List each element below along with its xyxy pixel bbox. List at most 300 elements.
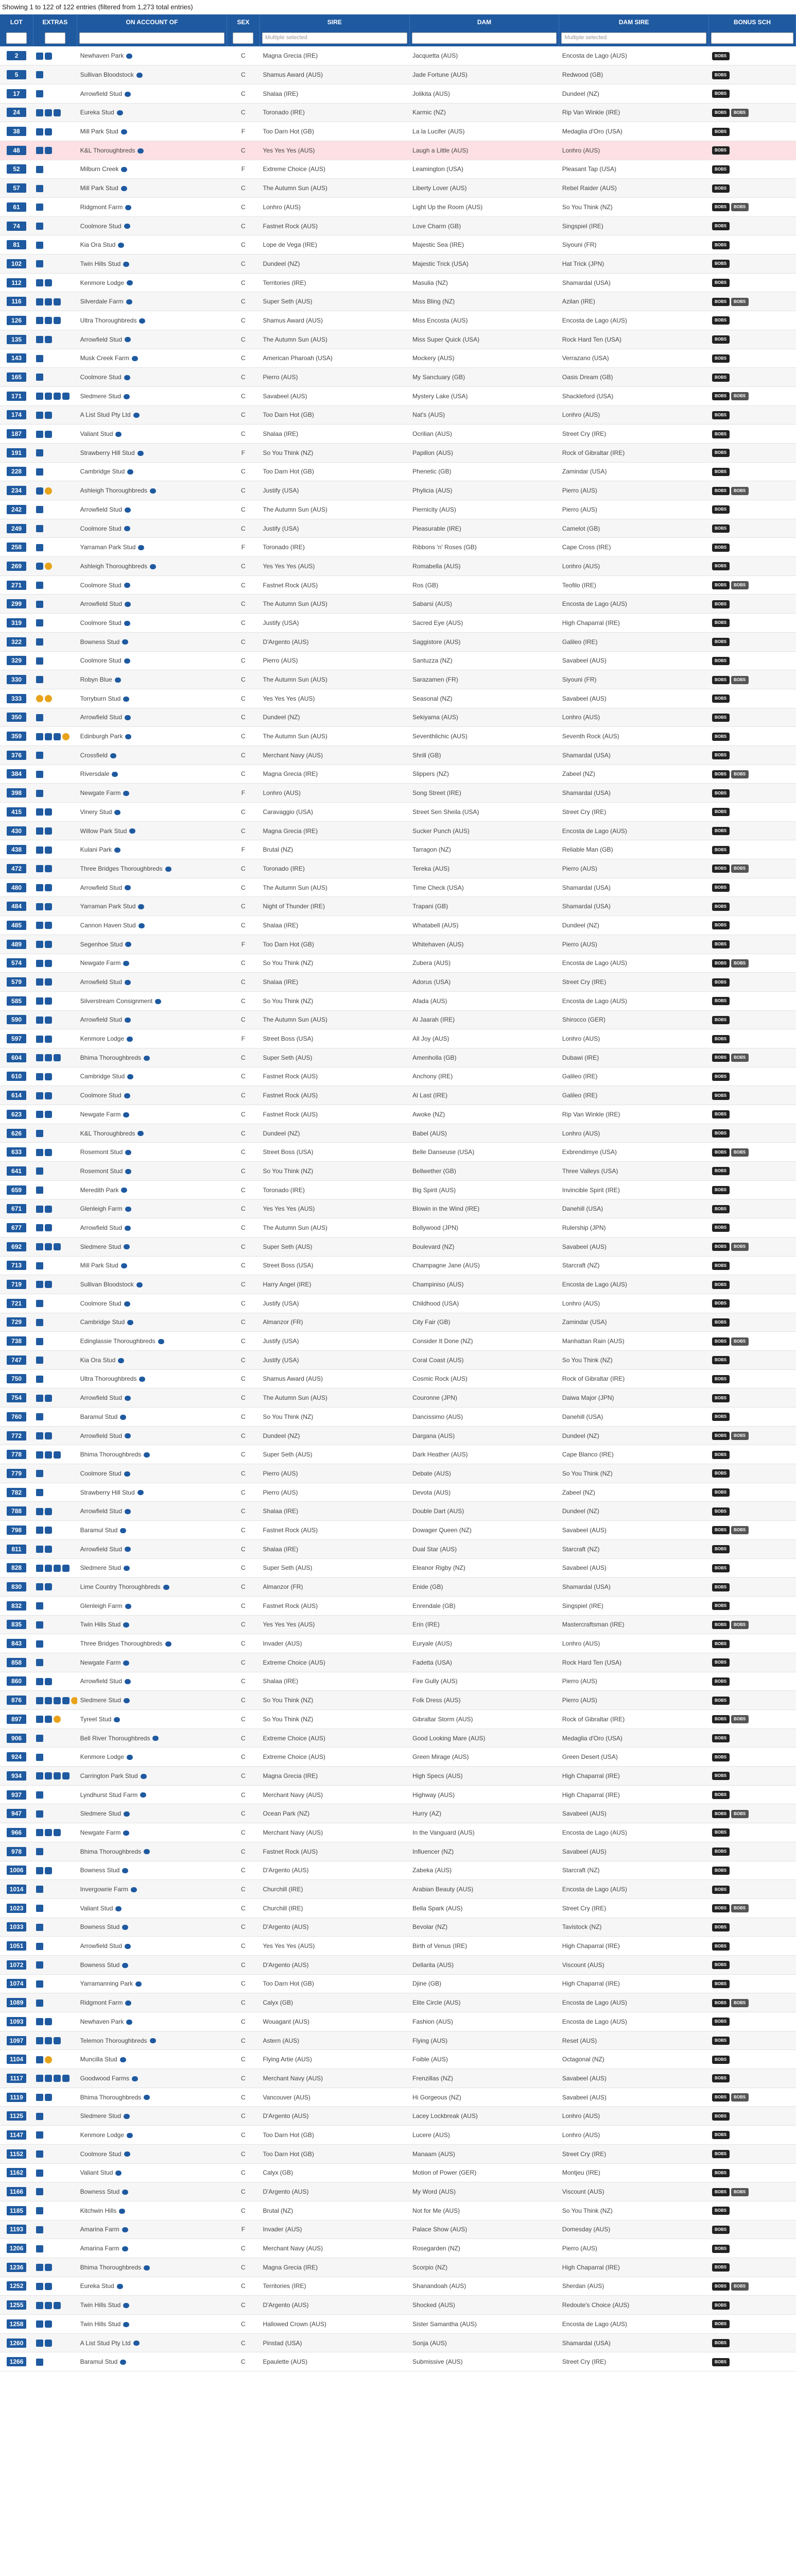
lot-number[interactable]: 760 <box>7 1412 26 1421</box>
chat-bubble-icon[interactable] <box>124 1093 130 1098</box>
table-row[interactable] <box>0 745 796 765</box>
chat-bubble-icon[interactable] <box>124 2114 130 2119</box>
table-row[interactable] <box>0 216 796 235</box>
video-icon[interactable] <box>54 1829 61 1836</box>
lot-number[interactable]: 772 <box>7 1431 26 1440</box>
lot-number[interactable]: 1125 <box>7 2111 26 2121</box>
chat-bubble-icon[interactable] <box>124 583 130 588</box>
table-row[interactable] <box>0 689 796 708</box>
header-dam[interactable]: DAM <box>409 14 559 30</box>
lot-number[interactable]: 597 <box>7 1034 26 1043</box>
document-icon[interactable] <box>36 1451 43 1459</box>
chat-bubble-icon[interactable] <box>150 564 156 569</box>
star-icon[interactable] <box>54 1716 61 1723</box>
table-row[interactable] <box>0 2258 796 2277</box>
chat-bubble-icon[interactable] <box>125 507 131 513</box>
video-icon[interactable] <box>54 1451 61 1459</box>
table-row[interactable] <box>0 1029 796 1048</box>
document-icon[interactable] <box>36 1659 43 1666</box>
lot-number[interactable]: 191 <box>7 448 26 457</box>
table-row[interactable] <box>0 1199 796 1218</box>
chat-bubble-icon[interactable] <box>123 961 129 966</box>
lot-number[interactable]: 480 <box>7 883 26 892</box>
chat-bubble-icon[interactable] <box>125 1547 131 1552</box>
chat-bubble-icon[interactable] <box>121 1188 127 1193</box>
document-icon[interactable] <box>36 90 43 97</box>
document-icon[interactable] <box>36 1073 43 1080</box>
chat-bubble-icon[interactable] <box>125 1169 131 1174</box>
table-row[interactable] <box>0 500 796 519</box>
chat-bubble-icon[interactable] <box>125 885 131 890</box>
chat-bubble-icon[interactable] <box>163 1585 169 1590</box>
lot-number[interactable]: 135 <box>7 335 26 344</box>
table-row[interactable] <box>0 632 796 651</box>
chat-bubble-icon[interactable] <box>144 1452 150 1458</box>
document-icon[interactable] <box>36 506 43 513</box>
video-icon[interactable] <box>45 884 52 891</box>
video-icon[interactable] <box>45 1565 52 1572</box>
lot-number[interactable]: 187 <box>7 429 26 438</box>
chat-bubble-icon[interactable] <box>137 1490 144 1495</box>
lot-number[interactable]: 830 <box>7 1582 26 1591</box>
chat-bubble-icon[interactable] <box>121 129 127 134</box>
document-icon[interactable] <box>36 128 43 135</box>
table-row[interactable] <box>0 2315 796 2334</box>
lot-number[interactable]: 484 <box>7 902 26 911</box>
lot-number[interactable]: 811 <box>7 1545 26 1554</box>
lot-number[interactable]: 1119 <box>7 2093 26 2102</box>
chat-bubble-icon[interactable] <box>144 1849 150 1854</box>
chat-bubble-icon[interactable] <box>123 1622 129 1628</box>
chat-bubble-icon[interactable] <box>125 92 131 97</box>
table-row[interactable] <box>0 1350 796 1369</box>
table-row[interactable] <box>0 198 796 217</box>
table-row[interactable] <box>0 2088 796 2107</box>
table-row[interactable] <box>0 1937 796 1956</box>
chat-bubble-icon[interactable] <box>125 715 131 720</box>
video-icon[interactable] <box>62 1772 70 1780</box>
lot-number[interactable]: 319 <box>7 618 26 628</box>
table-row[interactable] <box>0 1180 796 1199</box>
document-icon[interactable] <box>36 771 43 778</box>
chat-bubble-icon[interactable] <box>125 1944 131 1949</box>
document-icon[interactable] <box>36 1432 43 1439</box>
lot-number[interactable]: 828 <box>7 1563 26 1572</box>
lot-number[interactable]: 610 <box>7 1072 26 1081</box>
lot-number[interactable]: 876 <box>7 1696 26 1705</box>
document-icon[interactable] <box>36 147 43 154</box>
document-icon[interactable] <box>36 1697 43 1704</box>
star-icon[interactable] <box>36 695 43 702</box>
document-icon[interactable] <box>36 582 43 589</box>
table-row[interactable] <box>0 405 796 425</box>
document-icon[interactable] <box>36 2359 43 2366</box>
table-row[interactable] <box>0 1710 796 1729</box>
extras-filter[interactable] <box>45 32 65 44</box>
video-icon[interactable] <box>45 1206 52 1213</box>
chat-bubble-icon[interactable] <box>117 2284 123 2289</box>
table-row[interactable] <box>0 2069 796 2088</box>
lot-number[interactable]: 641 <box>7 1166 26 1176</box>
table-row[interactable] <box>0 1408 796 1427</box>
lot-number[interactable]: 430 <box>7 826 26 836</box>
table-row[interactable] <box>0 727 796 746</box>
video-icon[interactable] <box>45 1432 52 1439</box>
chat-bubble-icon[interactable] <box>137 148 144 154</box>
chat-bubble-icon[interactable] <box>125 942 131 947</box>
table-row[interactable] <box>0 2220 796 2239</box>
lot-number[interactable]: 1014 <box>7 1885 26 1894</box>
document-icon[interactable] <box>36 525 43 532</box>
chat-bubble-icon[interactable] <box>138 545 144 550</box>
table-row[interactable] <box>0 859 796 878</box>
chat-bubble-icon[interactable] <box>124 1566 130 1571</box>
lot-number[interactable]: 438 <box>7 845 26 854</box>
lot-number[interactable]: 937 <box>7 1790 26 1800</box>
document-icon[interactable] <box>36 827 43 835</box>
table-row[interactable] <box>0 330 796 349</box>
lot-number[interactable]: 1206 <box>7 2244 26 2253</box>
chat-bubble-icon[interactable] <box>125 1018 131 1023</box>
lot-number[interactable]: 126 <box>7 316 26 325</box>
document-icon[interactable] <box>36 260 43 267</box>
document-icon[interactable] <box>36 1376 43 1383</box>
document-icon[interactable] <box>36 657 43 665</box>
video-icon[interactable] <box>62 2075 70 2082</box>
document-icon[interactable] <box>36 185 43 192</box>
video-icon[interactable] <box>45 997 52 1005</box>
document-icon[interactable] <box>36 1413 43 1420</box>
video-icon[interactable] <box>45 1697 52 1704</box>
table-row[interactable] <box>0 1388 796 1408</box>
chat-bubble-icon[interactable] <box>115 677 121 683</box>
table-row[interactable] <box>0 1653 796 1672</box>
table-row[interactable] <box>0 1672 796 1691</box>
table-row[interactable] <box>0 1464 796 1483</box>
chat-bubble-icon[interactable] <box>158 1339 164 1344</box>
document-icon[interactable] <box>36 1565 43 1572</box>
lot-number[interactable]: 74 <box>7 222 26 231</box>
chat-bubble-icon[interactable] <box>127 1755 133 1760</box>
document-icon[interactable] <box>36 1980 43 1988</box>
document-icon[interactable] <box>36 790 43 797</box>
document-icon[interactable] <box>36 808 43 816</box>
lot-number[interactable]: 258 <box>7 543 26 552</box>
table-row[interactable] <box>0 1974 796 1993</box>
chat-bubble-icon[interactable] <box>165 1641 171 1647</box>
document-icon[interactable] <box>36 412 43 419</box>
lot-number[interactable]: 384 <box>7 769 26 778</box>
lot-number[interactable]: 713 <box>7 1261 26 1270</box>
table-row[interactable] <box>0 2352 796 2371</box>
lot-number[interactable]: 626 <box>7 1129 26 1138</box>
chat-bubble-icon[interactable] <box>125 1207 131 1212</box>
video-icon[interactable] <box>45 1243 52 1250</box>
document-icon[interactable] <box>36 2302 43 2309</box>
lot-number[interactable]: 228 <box>7 467 26 476</box>
lot-number[interactable]: 415 <box>7 807 26 817</box>
document-icon[interactable] <box>36 1187 43 1194</box>
lot-number[interactable]: 798 <box>7 1526 26 1535</box>
lot-number[interactable]: 2 <box>7 51 26 60</box>
table-row[interactable] <box>0 973 796 992</box>
document-icon[interactable] <box>36 449 43 456</box>
chat-bubble-icon[interactable] <box>137 1131 144 1136</box>
lot-number[interactable]: 978 <box>7 1847 26 1856</box>
chat-bubble-icon[interactable] <box>135 1981 142 1987</box>
video-icon[interactable] <box>45 1016 52 1024</box>
table-row[interactable] <box>0 1955 796 1974</box>
chat-bubble-icon[interactable] <box>125 1396 131 1401</box>
document-icon[interactable] <box>36 1829 43 1836</box>
table-row[interactable] <box>0 1993 796 2012</box>
video-icon[interactable] <box>45 1772 52 1780</box>
lot-number[interactable]: 472 <box>7 864 26 873</box>
table-row[interactable] <box>0 443 796 462</box>
lot-number[interactable]: 359 <box>7 732 26 741</box>
document-icon[interactable] <box>36 601 43 608</box>
table-row[interactable] <box>0 1048 796 1067</box>
video-icon[interactable] <box>45 128 52 135</box>
document-icon[interactable] <box>36 2283 43 2290</box>
lot-number[interactable]: 112 <box>7 278 26 287</box>
document-icon[interactable] <box>36 1905 43 1912</box>
video-icon[interactable] <box>54 393 61 400</box>
document-icon[interactable] <box>36 1300 43 1307</box>
lot-number[interactable]: 174 <box>7 410 26 419</box>
document-icon[interactable] <box>36 960 43 967</box>
lot-number[interactable]: 1072 <box>7 1960 26 1970</box>
table-row[interactable] <box>0 2107 796 2126</box>
lot-number[interactable]: 1162 <box>7 2168 26 2177</box>
table-row[interactable] <box>0 878 796 897</box>
chat-bubble-icon[interactable] <box>132 356 138 361</box>
account-filter[interactable] <box>79 32 224 44</box>
header-sex[interactable]: SEX <box>227 14 259 30</box>
lot-number[interactable]: 234 <box>7 486 26 495</box>
table-row[interactable] <box>0 1842 796 1861</box>
table-row[interactable] <box>0 1691 796 1710</box>
document-icon[interactable] <box>36 242 43 249</box>
table-row[interactable] <box>0 103 796 122</box>
lot-number[interactable]: 1252 <box>7 2281 26 2291</box>
chat-bubble-icon[interactable] <box>165 867 171 872</box>
document-icon[interactable] <box>36 1338 43 1345</box>
video-icon[interactable] <box>45 109 52 116</box>
table-row[interactable] <box>0 2031 796 2050</box>
document-icon[interactable] <box>36 2131 43 2139</box>
chat-bubble-icon[interactable] <box>124 2151 130 2157</box>
chat-bubble-icon[interactable] <box>141 1774 147 1779</box>
lot-number[interactable]: 934 <box>7 1771 26 1781</box>
document-icon[interactable] <box>36 109 43 116</box>
video-icon[interactable] <box>45 1678 52 1685</box>
table-row[interactable] <box>0 2239 796 2258</box>
lot-number[interactable]: 299 <box>7 599 26 608</box>
video-icon[interactable] <box>45 2018 52 2025</box>
document-icon[interactable] <box>36 2188 43 2195</box>
document-icon[interactable] <box>36 714 43 721</box>
video-icon[interactable] <box>45 808 52 816</box>
header-sire[interactable]: SIRE <box>259 14 409 30</box>
chat-bubble-icon[interactable] <box>125 2001 131 2006</box>
table-row[interactable] <box>0 1105 796 1124</box>
chat-bubble-icon[interactable] <box>123 262 129 267</box>
document-icon[interactable] <box>36 1602 43 1609</box>
chat-bubble-icon[interactable] <box>125 1509 131 1514</box>
document-icon[interactable] <box>36 733 43 740</box>
lot-number[interactable]: 330 <box>7 675 26 684</box>
lot-number[interactable]: 489 <box>7 940 26 949</box>
document-icon[interactable] <box>36 1583 43 1590</box>
video-icon[interactable] <box>45 1527 52 1534</box>
document-icon[interactable] <box>36 846 43 854</box>
header-account[interactable]: ON ACCOUNT OF <box>77 14 227 30</box>
chat-bubble-icon[interactable] <box>120 2057 126 2062</box>
lot-number[interactable]: 754 <box>7 1393 26 1402</box>
chat-bubble-icon[interactable] <box>123 791 129 796</box>
table-row[interactable] <box>0 1086 796 1105</box>
chat-bubble-icon[interactable] <box>125 1679 131 1684</box>
lot-number[interactable]: 1006 <box>7 1866 26 1875</box>
video-icon[interactable] <box>45 431 52 438</box>
lot-number[interactable]: 858 <box>7 1658 26 1667</box>
chat-bubble-icon[interactable] <box>144 2095 150 2100</box>
document-icon[interactable] <box>36 1319 43 1326</box>
table-row[interactable] <box>0 1256 796 1275</box>
document-icon[interactable] <box>36 1054 43 1061</box>
table-row[interactable] <box>0 1578 796 1597</box>
document-icon[interactable] <box>36 2150 43 2158</box>
video-icon[interactable] <box>45 317 52 324</box>
table-row[interactable] <box>0 1880 796 1899</box>
chat-bubble-icon[interactable] <box>122 1925 128 1930</box>
video-icon[interactable] <box>36 563 43 570</box>
chat-bubble-icon[interactable] <box>150 2038 156 2043</box>
lot-number[interactable]: 329 <box>7 656 26 665</box>
chat-bubble-icon[interactable] <box>118 243 124 248</box>
video-icon[interactable] <box>45 393 52 400</box>
table-row[interactable] <box>0 1558 796 1578</box>
table-row[interactable] <box>0 821 796 840</box>
header-damsire[interactable]: DAM SIRE <box>559 14 709 30</box>
document-icon[interactable] <box>36 223 43 230</box>
document-icon[interactable] <box>36 374 43 381</box>
table-row[interactable] <box>0 481 796 500</box>
lot-number[interactable]: 271 <box>7 581 26 590</box>
video-icon[interactable] <box>45 1281 52 1288</box>
chat-bubble-icon[interactable] <box>121 1263 127 1268</box>
lot-number[interactable]: 38 <box>7 127 26 136</box>
video-icon[interactable] <box>45 2037 52 2044</box>
chat-bubble-icon[interactable] <box>125 1604 131 1609</box>
table-row[interactable] <box>0 538 796 557</box>
video-icon[interactable] <box>45 1073 52 1080</box>
video-icon[interactable] <box>54 2302 61 2309</box>
lot-number[interactable]: 614 <box>7 1091 26 1100</box>
lot-number[interactable]: 579 <box>7 977 26 987</box>
document-icon[interactable] <box>36 903 43 910</box>
chat-bubble-icon[interactable] <box>124 658 130 664</box>
document-icon[interactable] <box>36 2056 43 2063</box>
table-row[interactable] <box>0 349 796 368</box>
document-icon[interactable] <box>36 1149 43 1156</box>
table-row[interactable] <box>0 235 796 255</box>
chat-bubble-icon[interactable] <box>133 2341 140 2346</box>
video-icon[interactable] <box>62 393 70 400</box>
lot-number[interactable]: 1236 <box>7 2263 26 2272</box>
video-icon[interactable] <box>45 941 52 948</box>
lot-number[interactable]: 171 <box>7 392 26 401</box>
document-icon[interactable] <box>36 298 43 306</box>
document-icon[interactable] <box>36 355 43 362</box>
video-icon[interactable] <box>45 279 52 286</box>
table-row[interactable] <box>0 84 796 103</box>
document-icon[interactable] <box>36 1867 43 1874</box>
chat-bubble-icon[interactable] <box>118 1358 124 1363</box>
lot-number[interactable]: 604 <box>7 1053 26 1062</box>
chat-bubble-icon[interactable] <box>122 2227 128 2232</box>
chat-bubble-icon[interactable] <box>126 2020 132 2025</box>
lot-number[interactable]: 1147 <box>7 2130 26 2140</box>
video-icon[interactable] <box>45 1508 52 1515</box>
lot-number[interactable]: 116 <box>7 297 26 306</box>
video-icon[interactable] <box>45 1111 52 1118</box>
chat-bubble-icon[interactable] <box>114 848 120 853</box>
table-row[interactable] <box>0 1728 796 1748</box>
table-row[interactable] <box>0 651 796 670</box>
chat-bubble-icon[interactable] <box>125 1150 131 1155</box>
video-icon[interactable] <box>45 1546 52 1553</box>
lot-number[interactable]: 750 <box>7 1374 26 1383</box>
chat-bubble-icon[interactable] <box>125 1433 131 1438</box>
chat-bubble-icon[interactable] <box>127 469 133 474</box>
video-icon[interactable] <box>54 1565 61 1572</box>
chat-bubble-icon[interactable] <box>124 526 130 531</box>
dam-filter[interactable] <box>412 32 557 44</box>
chat-bubble-icon[interactable] <box>121 186 127 191</box>
chat-bubble-icon[interactable] <box>125 337 131 342</box>
table-row[interactable] <box>0 141 796 160</box>
document-icon[interactable] <box>36 941 43 948</box>
chat-bubble-icon[interactable] <box>123 2303 129 2308</box>
video-icon[interactable] <box>45 2302 52 2309</box>
document-icon[interactable] <box>36 2264 43 2271</box>
video-icon[interactable] <box>54 733 61 740</box>
star-icon[interactable] <box>45 695 52 702</box>
chat-bubble-icon[interactable] <box>125 734 131 739</box>
table-row[interactable] <box>0 1502 796 1521</box>
video-icon[interactable] <box>45 1224 52 1231</box>
table-row[interactable] <box>0 670 796 689</box>
video-icon[interactable] <box>45 2094 52 2101</box>
document-icon[interactable] <box>36 1961 43 1969</box>
video-icon[interactable] <box>54 109 61 116</box>
video-icon[interactable] <box>36 487 43 495</box>
document-icon[interactable] <box>36 1470 43 1477</box>
document-icon[interactable] <box>36 865 43 872</box>
chat-bubble-icon[interactable] <box>123 2322 129 2327</box>
table-row[interactable] <box>0 935 796 954</box>
document-icon[interactable] <box>36 2340 43 2347</box>
video-icon[interactable] <box>45 903 52 910</box>
document-icon[interactable] <box>36 1395 43 1402</box>
lot-number[interactable]: 671 <box>7 1204 26 1213</box>
video-icon[interactable] <box>45 960 52 967</box>
document-icon[interactable] <box>36 1791 43 1799</box>
video-icon[interactable] <box>45 1054 52 1061</box>
document-icon[interactable] <box>36 752 43 759</box>
